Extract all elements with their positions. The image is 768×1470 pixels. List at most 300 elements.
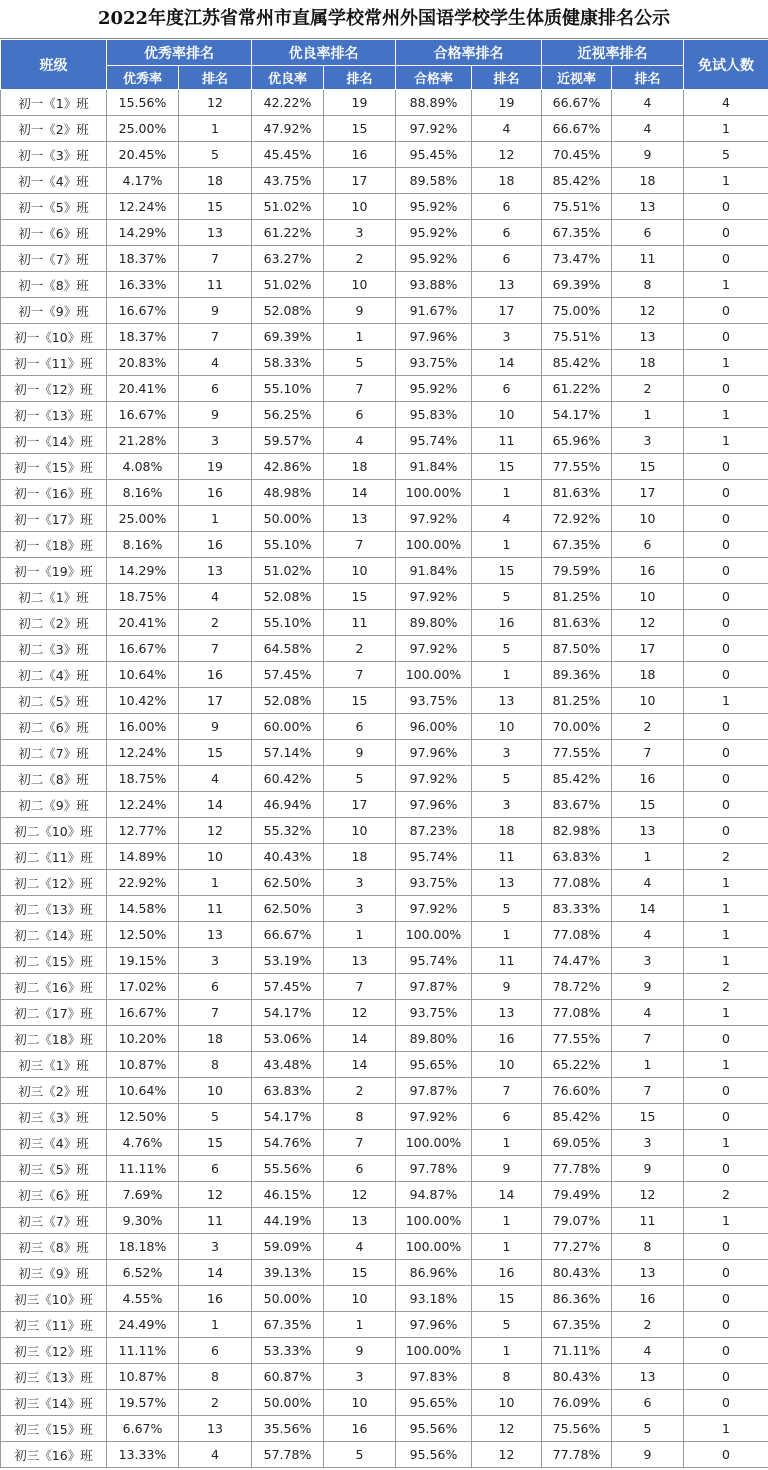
cell-class[interactable]: 初二《12》班 <box>1 870 107 896</box>
cell-good-rate[interactable]: 54.76% <box>252 1130 324 1156</box>
cell-myopia-rate[interactable]: 77.55% <box>542 454 612 480</box>
cell-pass-rank[interactable]: 11 <box>472 844 542 870</box>
cell-good-rank[interactable]: 16 <box>324 142 396 168</box>
cell-excellent-rank[interactable]: 15 <box>179 740 252 766</box>
cell-myopia-rank[interactable]: 9 <box>612 974 684 1000</box>
cell-exempt[interactable]: 1 <box>684 1000 768 1026</box>
header-excellent-rate[interactable]: 优秀率 <box>107 66 179 90</box>
cell-myopia-rate[interactable]: 73.47% <box>542 246 612 272</box>
cell-excellent-rate[interactable]: 15.56% <box>107 90 179 116</box>
cell-good-rank[interactable]: 16 <box>324 1416 396 1442</box>
cell-pass-rank[interactable]: 12 <box>472 142 542 168</box>
cell-myopia-rate[interactable]: 71.11% <box>542 1338 612 1364</box>
cell-pass-rate[interactable]: 95.65% <box>396 1390 472 1416</box>
cell-exempt[interactable]: 0 <box>684 220 768 246</box>
cell-pass-rank[interactable]: 16 <box>472 610 542 636</box>
header-pass-rate[interactable]: 合格率 <box>396 66 472 90</box>
cell-good-rank[interactable]: 11 <box>324 610 396 636</box>
cell-excellent-rate[interactable]: 25.00% <box>107 116 179 142</box>
cell-excellent-rate[interactable]: 12.24% <box>107 194 179 220</box>
cell-good-rate[interactable]: 62.50% <box>252 870 324 896</box>
cell-good-rank[interactable]: 3 <box>324 1364 396 1390</box>
cell-class[interactable]: 初一《7》班 <box>1 246 107 272</box>
cell-myopia-rank[interactable]: 7 <box>612 1026 684 1052</box>
cell-myopia-rank[interactable]: 9 <box>612 1442 684 1468</box>
cell-good-rate[interactable]: 52.08% <box>252 688 324 714</box>
cell-myopia-rank[interactable]: 4 <box>612 1338 684 1364</box>
cell-pass-rate[interactable]: 96.00% <box>396 714 472 740</box>
cell-excellent-rate[interactable]: 14.29% <box>107 558 179 584</box>
cell-excellent-rank[interactable]: 1 <box>179 1312 252 1338</box>
cell-excellent-rate[interactable]: 16.00% <box>107 714 179 740</box>
cell-myopia-rank[interactable]: 12 <box>612 1182 684 1208</box>
cell-class[interactable]: 初二《4》班 <box>1 662 107 688</box>
cell-myopia-rate[interactable]: 61.22% <box>542 376 612 402</box>
cell-excellent-rank[interactable]: 16 <box>179 480 252 506</box>
cell-excellent-rate[interactable]: 20.45% <box>107 142 179 168</box>
cell-good-rate[interactable]: 55.10% <box>252 610 324 636</box>
cell-class[interactable]: 初二《17》班 <box>1 1000 107 1026</box>
header-class[interactable]: 班级 <box>1 40 107 90</box>
cell-good-rank[interactable]: 3 <box>324 220 396 246</box>
cell-class[interactable]: 初三《15》班 <box>1 1416 107 1442</box>
cell-pass-rank[interactable]: 15 <box>472 454 542 480</box>
cell-myopia-rank[interactable]: 13 <box>612 818 684 844</box>
cell-good-rate[interactable]: 50.00% <box>252 1286 324 1312</box>
cell-good-rate[interactable]: 43.48% <box>252 1052 324 1078</box>
cell-myopia-rank[interactable]: 1 <box>612 844 684 870</box>
header-pass-rank[interactable]: 排名 <box>472 66 542 90</box>
cell-excellent-rank[interactable]: 8 <box>179 1052 252 1078</box>
cell-myopia-rate[interactable]: 79.59% <box>542 558 612 584</box>
cell-excellent-rate[interactable]: 14.89% <box>107 844 179 870</box>
cell-myopia-rate[interactable]: 77.08% <box>542 1000 612 1026</box>
cell-pass-rate[interactable]: 97.96% <box>396 740 472 766</box>
cell-myopia-rate[interactable]: 80.43% <box>542 1260 612 1286</box>
cell-myopia-rank[interactable]: 10 <box>612 506 684 532</box>
cell-class[interactable]: 初一《12》班 <box>1 376 107 402</box>
cell-pass-rank[interactable]: 13 <box>472 272 542 298</box>
cell-exempt[interactable]: 2 <box>684 974 768 1000</box>
cell-pass-rate[interactable]: 95.74% <box>396 844 472 870</box>
cell-good-rank[interactable]: 14 <box>324 480 396 506</box>
cell-pass-rate[interactable]: 95.74% <box>396 948 472 974</box>
cell-excellent-rate[interactable]: 12.24% <box>107 740 179 766</box>
cell-myopia-rank[interactable]: 1 <box>612 402 684 428</box>
cell-exempt[interactable]: 0 <box>684 1026 768 1052</box>
cell-good-rank[interactable]: 19 <box>324 90 396 116</box>
cell-myopia-rate[interactable]: 85.42% <box>542 350 612 376</box>
cell-excellent-rank[interactable]: 4 <box>179 766 252 792</box>
cell-excellent-rate[interactable]: 11.11% <box>107 1156 179 1182</box>
cell-myopia-rate[interactable]: 77.78% <box>542 1442 612 1468</box>
cell-myopia-rank[interactable]: 2 <box>612 714 684 740</box>
cell-excellent-rank[interactable]: 15 <box>179 1130 252 1156</box>
cell-pass-rank[interactable]: 5 <box>472 584 542 610</box>
cell-myopia-rank[interactable]: 13 <box>612 324 684 350</box>
cell-class[interactable]: 初三《1》班 <box>1 1052 107 1078</box>
cell-excellent-rate[interactable]: 19.15% <box>107 948 179 974</box>
cell-myopia-rank[interactable]: 13 <box>612 1260 684 1286</box>
cell-pass-rate[interactable]: 91.84% <box>396 558 472 584</box>
cell-pass-rate[interactable]: 95.56% <box>396 1416 472 1442</box>
cell-excellent-rate[interactable]: 18.37% <box>107 246 179 272</box>
cell-myopia-rank[interactable]: 9 <box>612 1156 684 1182</box>
cell-myopia-rank[interactable]: 17 <box>612 480 684 506</box>
cell-excellent-rank[interactable]: 18 <box>179 168 252 194</box>
cell-good-rank[interactable]: 15 <box>324 1260 396 1286</box>
header-myopia-rate[interactable]: 近视率 <box>542 66 612 90</box>
cell-pass-rate[interactable]: 97.92% <box>396 584 472 610</box>
cell-myopia-rate[interactable]: 85.42% <box>542 1104 612 1130</box>
cell-myopia-rank[interactable]: 16 <box>612 558 684 584</box>
cell-pass-rate[interactable]: 100.00% <box>396 1234 472 1260</box>
cell-good-rank[interactable]: 15 <box>324 584 396 610</box>
cell-excellent-rate[interactable]: 11.11% <box>107 1338 179 1364</box>
cell-excellent-rank[interactable]: 2 <box>179 610 252 636</box>
cell-myopia-rate[interactable]: 75.56% <box>542 1416 612 1442</box>
cell-pass-rank[interactable]: 5 <box>472 636 542 662</box>
cell-good-rank[interactable]: 7 <box>324 1130 396 1156</box>
cell-exempt[interactable]: 1 <box>684 870 768 896</box>
cell-excellent-rate[interactable]: 10.87% <box>107 1052 179 1078</box>
cell-pass-rate[interactable]: 100.00% <box>396 532 472 558</box>
cell-excellent-rate[interactable]: 8.16% <box>107 532 179 558</box>
cell-excellent-rate[interactable]: 13.33% <box>107 1442 179 1468</box>
cell-excellent-rate[interactable]: 10.64% <box>107 662 179 688</box>
cell-pass-rank[interactable]: 1 <box>472 532 542 558</box>
cell-excellent-rank[interactable]: 7 <box>179 636 252 662</box>
cell-excellent-rank[interactable]: 7 <box>179 1000 252 1026</box>
cell-good-rank[interactable]: 7 <box>324 974 396 1000</box>
cell-good-rate[interactable]: 63.27% <box>252 246 324 272</box>
cell-class[interactable]: 初三《7》班 <box>1 1208 107 1234</box>
cell-good-rate[interactable]: 57.14% <box>252 740 324 766</box>
cell-myopia-rank[interactable]: 4 <box>612 922 684 948</box>
cell-myopia-rate[interactable]: 72.92% <box>542 506 612 532</box>
cell-exempt[interactable]: 0 <box>684 766 768 792</box>
cell-good-rate[interactable]: 57.78% <box>252 1442 324 1468</box>
cell-myopia-rate[interactable]: 67.35% <box>542 220 612 246</box>
cell-pass-rate[interactable]: 95.45% <box>396 142 472 168</box>
cell-exempt[interactable]: 0 <box>684 532 768 558</box>
cell-exempt[interactable]: 0 <box>684 194 768 220</box>
cell-good-rank[interactable]: 13 <box>324 1208 396 1234</box>
cell-myopia-rank[interactable]: 18 <box>612 662 684 688</box>
cell-good-rank[interactable]: 13 <box>324 948 396 974</box>
cell-pass-rate[interactable]: 97.92% <box>396 766 472 792</box>
cell-myopia-rate[interactable]: 75.51% <box>542 194 612 220</box>
cell-good-rank[interactable]: 7 <box>324 662 396 688</box>
cell-good-rate[interactable]: 61.22% <box>252 220 324 246</box>
cell-myopia-rank[interactable]: 11 <box>612 246 684 272</box>
cell-myopia-rate[interactable]: 81.25% <box>542 584 612 610</box>
cell-pass-rank[interactable]: 17 <box>472 298 542 324</box>
cell-myopia-rank[interactable]: 12 <box>612 298 684 324</box>
cell-pass-rate[interactable]: 97.83% <box>396 1364 472 1390</box>
cell-class[interactable]: 初三《10》班 <box>1 1286 107 1312</box>
cell-exempt[interactable]: 0 <box>684 376 768 402</box>
cell-good-rate[interactable]: 51.02% <box>252 558 324 584</box>
cell-good-rate[interactable]: 55.32% <box>252 818 324 844</box>
cell-class[interactable]: 初三《8》班 <box>1 1234 107 1260</box>
cell-exempt[interactable]: 0 <box>684 1312 768 1338</box>
cell-excellent-rate[interactable]: 12.50% <box>107 922 179 948</box>
cell-excellent-rate[interactable]: 16.67% <box>107 298 179 324</box>
cell-pass-rate[interactable]: 97.92% <box>396 506 472 532</box>
cell-good-rate[interactable]: 57.45% <box>252 974 324 1000</box>
cell-myopia-rate[interactable]: 85.42% <box>542 168 612 194</box>
cell-pass-rank[interactable]: 4 <box>472 116 542 142</box>
cell-pass-rate[interactable]: 97.92% <box>396 636 472 662</box>
cell-good-rate[interactable]: 45.45% <box>252 142 324 168</box>
cell-excellent-rank[interactable]: 14 <box>179 792 252 818</box>
cell-good-rank[interactable]: 9 <box>324 298 396 324</box>
cell-excellent-rank[interactable]: 13 <box>179 1416 252 1442</box>
cell-good-rate[interactable]: 53.06% <box>252 1026 324 1052</box>
cell-good-rank[interactable]: 10 <box>324 1286 396 1312</box>
cell-myopia-rank[interactable]: 4 <box>612 116 684 142</box>
cell-class[interactable]: 初三《3》班 <box>1 1104 107 1130</box>
cell-exempt[interactable]: 0 <box>684 1078 768 1104</box>
cell-myopia-rate[interactable]: 79.07% <box>542 1208 612 1234</box>
cell-excellent-rank[interactable]: 6 <box>179 1156 252 1182</box>
cell-exempt[interactable]: 4 <box>684 90 768 116</box>
cell-good-rate[interactable]: 66.67% <box>252 922 324 948</box>
cell-excellent-rank[interactable]: 11 <box>179 896 252 922</box>
cell-good-rank[interactable]: 2 <box>324 246 396 272</box>
cell-exempt[interactable]: 1 <box>684 116 768 142</box>
cell-class[interactable]: 初一《15》班 <box>1 454 107 480</box>
cell-pass-rate[interactable]: 93.18% <box>396 1286 472 1312</box>
cell-good-rate[interactable]: 56.25% <box>252 402 324 428</box>
cell-myopia-rank[interactable]: 15 <box>612 454 684 480</box>
cell-excellent-rate[interactable]: 18.75% <box>107 766 179 792</box>
cell-pass-rate[interactable]: 93.75% <box>396 350 472 376</box>
cell-pass-rank[interactable]: 1 <box>472 1338 542 1364</box>
cell-excellent-rate[interactable]: 12.77% <box>107 818 179 844</box>
cell-class[interactable]: 初二《2》班 <box>1 610 107 636</box>
cell-exempt[interactable]: 1 <box>684 272 768 298</box>
cell-good-rate[interactable]: 44.19% <box>252 1208 324 1234</box>
cell-myopia-rate[interactable]: 65.96% <box>542 428 612 454</box>
cell-class[interactable]: 初三《12》班 <box>1 1338 107 1364</box>
cell-pass-rate[interactable]: 100.00% <box>396 1130 472 1156</box>
cell-excellent-rank[interactable]: 3 <box>179 428 252 454</box>
cell-good-rank[interactable]: 10 <box>324 818 396 844</box>
cell-excellent-rate[interactable]: 4.76% <box>107 1130 179 1156</box>
cell-exempt[interactable]: 1 <box>684 1052 768 1078</box>
cell-myopia-rate[interactable]: 87.50% <box>542 636 612 662</box>
cell-myopia-rate[interactable]: 77.08% <box>542 870 612 896</box>
cell-myopia-rate[interactable]: 54.17% <box>542 402 612 428</box>
cell-pass-rate[interactable]: 100.00% <box>396 480 472 506</box>
header-pass-group[interactable]: 合格率排名 <box>396 40 542 66</box>
cell-class[interactable]: 初三《9》班 <box>1 1260 107 1286</box>
cell-good-rate[interactable]: 46.94% <box>252 792 324 818</box>
cell-excellent-rate[interactable]: 18.37% <box>107 324 179 350</box>
cell-good-rank[interactable]: 18 <box>324 844 396 870</box>
cell-excellent-rank[interactable]: 6 <box>179 376 252 402</box>
cell-excellent-rate[interactable]: 10.87% <box>107 1364 179 1390</box>
cell-pass-rate[interactable]: 89.80% <box>396 610 472 636</box>
cell-good-rank[interactable]: 7 <box>324 532 396 558</box>
cell-pass-rank[interactable]: 9 <box>472 974 542 1000</box>
cell-exempt[interactable]: 0 <box>684 246 768 272</box>
cell-class[interactable]: 初二《5》班 <box>1 688 107 714</box>
cell-pass-rank[interactable]: 9 <box>472 1156 542 1182</box>
cell-excellent-rank[interactable]: 11 <box>179 272 252 298</box>
header-good-rate[interactable]: 优良率 <box>252 66 324 90</box>
cell-pass-rank[interactable]: 5 <box>472 1312 542 1338</box>
cell-exempt[interactable]: 0 <box>684 1286 768 1312</box>
cell-pass-rank[interactable]: 14 <box>472 350 542 376</box>
cell-good-rank[interactable]: 17 <box>324 792 396 818</box>
cell-good-rank[interactable]: 15 <box>324 116 396 142</box>
cell-excellent-rate[interactable]: 17.02% <box>107 974 179 1000</box>
cell-good-rate[interactable]: 55.10% <box>252 376 324 402</box>
cell-pass-rank[interactable]: 3 <box>472 324 542 350</box>
cell-pass-rate[interactable]: 97.96% <box>396 792 472 818</box>
cell-good-rate[interactable]: 40.43% <box>252 844 324 870</box>
cell-excellent-rank[interactable]: 10 <box>179 1078 252 1104</box>
cell-myopia-rank[interactable]: 16 <box>612 1286 684 1312</box>
cell-pass-rank[interactable]: 5 <box>472 766 542 792</box>
cell-good-rank[interactable]: 7 <box>324 376 396 402</box>
cell-good-rate[interactable]: 35.56% <box>252 1416 324 1442</box>
cell-pass-rank[interactable]: 16 <box>472 1260 542 1286</box>
cell-myopia-rank[interactable]: 15 <box>612 1104 684 1130</box>
cell-pass-rate[interactable]: 95.92% <box>396 376 472 402</box>
cell-exempt[interactable]: 2 <box>684 844 768 870</box>
cell-class[interactable]: 初一《9》班 <box>1 298 107 324</box>
cell-class[interactable]: 初一《17》班 <box>1 506 107 532</box>
cell-class[interactable]: 初二《1》班 <box>1 584 107 610</box>
cell-pass-rank[interactable]: 6 <box>472 376 542 402</box>
cell-excellent-rank[interactable]: 7 <box>179 246 252 272</box>
cell-excellent-rank[interactable]: 18 <box>179 1026 252 1052</box>
cell-excellent-rate[interactable]: 18.75% <box>107 584 179 610</box>
cell-myopia-rate[interactable]: 77.55% <box>542 1026 612 1052</box>
cell-myopia-rank[interactable]: 18 <box>612 350 684 376</box>
cell-good-rate[interactable]: 59.57% <box>252 428 324 454</box>
cell-good-rank[interactable]: 17 <box>324 168 396 194</box>
cell-myopia-rank[interactable]: 7 <box>612 1078 684 1104</box>
cell-pass-rank[interactable]: 10 <box>472 402 542 428</box>
cell-myopia-rate[interactable]: 89.36% <box>542 662 612 688</box>
cell-myopia-rank[interactable]: 1 <box>612 1052 684 1078</box>
cell-good-rate[interactable]: 60.42% <box>252 766 324 792</box>
cell-pass-rate[interactable]: 89.58% <box>396 168 472 194</box>
cell-pass-rate[interactable]: 100.00% <box>396 922 472 948</box>
cell-pass-rate[interactable]: 93.75% <box>396 688 472 714</box>
cell-myopia-rate[interactable]: 63.83% <box>542 844 612 870</box>
cell-excellent-rank[interactable]: 3 <box>179 948 252 974</box>
cell-pass-rate[interactable]: 93.75% <box>396 1000 472 1026</box>
cell-myopia-rank[interactable]: 17 <box>612 636 684 662</box>
cell-good-rate[interactable]: 47.92% <box>252 116 324 142</box>
cell-myopia-rate[interactable]: 66.67% <box>542 90 612 116</box>
cell-excellent-rank[interactable]: 13 <box>179 922 252 948</box>
cell-pass-rank[interactable]: 8 <box>472 1364 542 1390</box>
cell-pass-rank[interactable]: 16 <box>472 1026 542 1052</box>
cell-class[interactable]: 初三《11》班 <box>1 1312 107 1338</box>
cell-class[interactable]: 初二《15》班 <box>1 948 107 974</box>
cell-exempt[interactable]: 0 <box>684 1442 768 1468</box>
cell-pass-rate[interactable]: 87.23% <box>396 818 472 844</box>
cell-excellent-rate[interactable]: 21.28% <box>107 428 179 454</box>
cell-pass-rank[interactable]: 15 <box>472 1286 542 1312</box>
cell-pass-rank[interactable]: 3 <box>472 792 542 818</box>
header-excellent-rank[interactable]: 排名 <box>179 66 252 90</box>
cell-good-rate[interactable]: 55.56% <box>252 1156 324 1182</box>
cell-pass-rank[interactable]: 11 <box>472 948 542 974</box>
cell-excellent-rank[interactable]: 4 <box>179 350 252 376</box>
cell-excellent-rate[interactable]: 12.24% <box>107 792 179 818</box>
cell-pass-rate[interactable]: 95.92% <box>396 220 472 246</box>
cell-myopia-rank[interactable]: 5 <box>612 1416 684 1442</box>
cell-excellent-rate[interactable]: 25.00% <box>107 506 179 532</box>
cell-good-rank[interactable]: 14 <box>324 1052 396 1078</box>
cell-class[interactable]: 初一《13》班 <box>1 402 107 428</box>
cell-exempt[interactable]: 1 <box>684 922 768 948</box>
cell-good-rank[interactable]: 3 <box>324 870 396 896</box>
cell-myopia-rank[interactable]: 18 <box>612 168 684 194</box>
cell-class[interactable]: 初二《7》班 <box>1 740 107 766</box>
cell-myopia-rate[interactable]: 77.27% <box>542 1234 612 1260</box>
cell-pass-rate[interactable]: 93.75% <box>396 870 472 896</box>
cell-myopia-rank[interactable]: 6 <box>612 1390 684 1416</box>
cell-pass-rate[interactable]: 97.96% <box>396 324 472 350</box>
cell-excellent-rank[interactable]: 11 <box>179 1208 252 1234</box>
cell-myopia-rank[interactable]: 13 <box>612 194 684 220</box>
cell-class[interactable]: 初二《9》班 <box>1 792 107 818</box>
cell-class[interactable]: 初三《6》班 <box>1 1182 107 1208</box>
cell-pass-rate[interactable]: 97.92% <box>396 1104 472 1130</box>
cell-class[interactable]: 初一《8》班 <box>1 272 107 298</box>
cell-excellent-rank[interactable]: 3 <box>179 1234 252 1260</box>
cell-excellent-rank[interactable]: 7 <box>179 324 252 350</box>
cell-excellent-rank[interactable]: 16 <box>179 1286 252 1312</box>
cell-pass-rate[interactable]: 95.56% <box>396 1442 472 1468</box>
cell-excellent-rate[interactable]: 10.64% <box>107 1078 179 1104</box>
cell-myopia-rate[interactable]: 70.45% <box>542 142 612 168</box>
cell-good-rank[interactable]: 6 <box>324 1156 396 1182</box>
cell-class[interactable]: 初二《18》班 <box>1 1026 107 1052</box>
cell-exempt[interactable]: 0 <box>684 324 768 350</box>
cell-good-rate[interactable]: 63.83% <box>252 1078 324 1104</box>
cell-excellent-rank[interactable]: 9 <box>179 298 252 324</box>
cell-excellent-rate[interactable]: 12.50% <box>107 1104 179 1130</box>
cell-class[interactable]: 初一《14》班 <box>1 428 107 454</box>
cell-myopia-rank[interactable]: 8 <box>612 272 684 298</box>
cell-pass-rate[interactable]: 95.65% <box>396 1052 472 1078</box>
cell-pass-rate[interactable]: 97.96% <box>396 1312 472 1338</box>
cell-pass-rank[interactable]: 12 <box>472 1416 542 1442</box>
cell-good-rank[interactable]: 13 <box>324 506 396 532</box>
cell-pass-rank[interactable]: 18 <box>472 818 542 844</box>
cell-good-rate[interactable]: 50.00% <box>252 506 324 532</box>
cell-class[interactable]: 初一《3》班 <box>1 142 107 168</box>
cell-myopia-rate[interactable]: 77.08% <box>542 922 612 948</box>
cell-myopia-rank[interactable]: 4 <box>612 90 684 116</box>
cell-pass-rate[interactable]: 100.00% <box>396 662 472 688</box>
cell-myopia-rank[interactable]: 15 <box>612 792 684 818</box>
cell-pass-rate[interactable]: 95.83% <box>396 402 472 428</box>
cell-good-rank[interactable]: 12 <box>324 1182 396 1208</box>
cell-myopia-rank[interactable]: 12 <box>612 610 684 636</box>
cell-good-rate[interactable]: 57.45% <box>252 662 324 688</box>
